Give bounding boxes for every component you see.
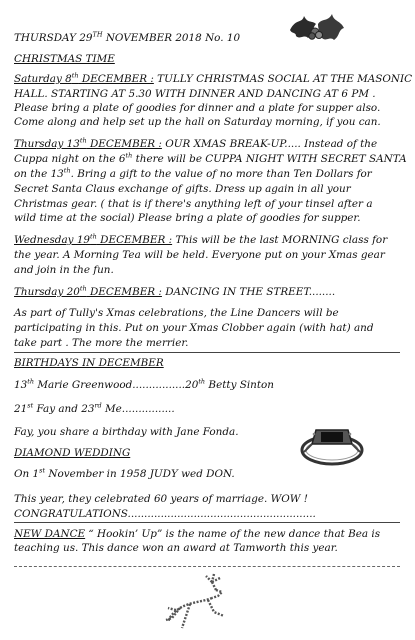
section-heading-birthdays: BIRTHDAYS IN DECEMBER [14,357,164,369]
street-line-2: As part of Tully's Xmas celebrations, the Line Dancers will be [14,307,339,319]
new-dance-line-2: teaching us. This dance won an award at Tamworth this year. [14,542,338,554]
breakup-line-5: Christmas gear. ( that is if there's anything left of your tinsel after a [14,198,373,210]
morning-tea-line-2: the year. A Morning Tea will be held. Everyone put on your Xmas gear [14,249,385,261]
holly-icon [286,10,348,48]
street-line-3: participating in this. Put on your Xmas Clobber again (with hat) and [14,322,374,334]
reindeer-icon [162,568,236,634]
birthday-row-1: 13th Marie Greenwood................20th Betty Sinton [14,377,274,391]
section-divider [14,522,400,523]
issue-date: THURSDAY 29TH NOVEMBER 2018 No. 10 [14,30,241,44]
section-heading-wedding: DIAMOND WEDDING [14,447,131,459]
wedding-line-2: This year, they celebrated 60 years of marriage. WOW ! [14,493,308,505]
section-heading-christmas: CHRISTMAS TIME [14,53,115,65]
wedding-line-3: CONGRATULATIONS......................................................... [14,508,316,520]
section-divider [14,352,400,353]
social-line-2: HALL. STARTING AT 5.30 WITH DINNER AND DANCING AT 6 PM . [14,88,376,100]
breakup-line-4: Secret Santa Claus exchange of gifts. Dress up again in all your [14,183,351,195]
breakup-line-3: on the 13th. Bring a gift to the value of no more than Ten Dollars for [14,166,372,180]
breakup-line-2: Cuppa night on the 6th there will be CUPPA NIGHT WITH SECRET SANTA [14,151,407,165]
footer-divider [14,566,400,567]
social-line-3: Please bring a plate of goodies for dinner and a plate for supper also. [14,102,381,114]
breakup-line-6: wild time at the social) Please bring a plate of goodies for supper. [14,212,361,224]
new-dance-line-1: NEW DANCE “ Hookin’ Up” is the name of the new dance that Bea is [14,528,381,540]
social-line-1: Saturday 8th DECEMBER : TULLY CHRISTMAS SOCIAL AT THE MASONIC [14,71,413,85]
breakup-line-1: Thursday 13th DECEMBER : OUR XMAS BREAK-UP..... Instead of the [14,136,378,150]
social-line-4: Come along and help set up the hall on Saturday morning, if you can. [14,116,381,128]
birthday-note: Fay, you share a birthday with Jane Fonda. [14,426,239,438]
wedding-line-1: On 1st November in 1958 JUDY wed DON. [14,466,235,480]
morning-tea-line-3: and join in the fun. [14,264,114,276]
street-line-1: Thursday 20th DECEMBER : DANCING IN THE STREET........ [14,284,336,298]
street-line-4: take part . The more the merrier. [14,337,189,349]
birthday-row-2: 21st Fay and 23rd Me................ [14,401,175,415]
morning-tea-line-1: Wednesday 19th DECEMBER : This will be the last MORNING class for [14,232,388,246]
ring-icon [296,412,372,472]
